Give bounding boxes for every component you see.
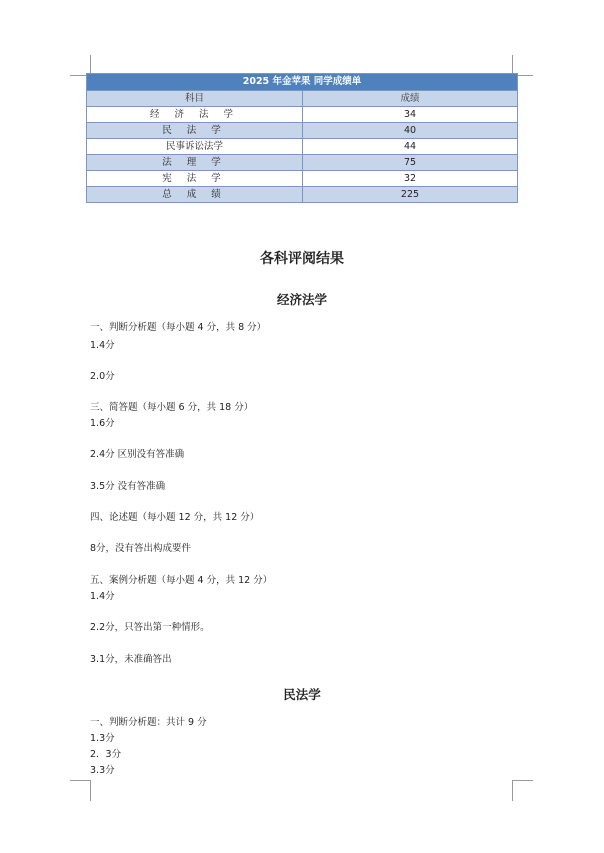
question-type-line: 一、判断分析题：共计 9 分	[90, 717, 207, 728]
subject-cell: 宪 法 学	[87, 171, 303, 187]
score-line: 2.0分	[90, 371, 115, 382]
score-line: 3.1分，未准确答出	[90, 654, 172, 665]
question-type-line: 五、案例分析题（每小题 4 分，共 12 分）	[90, 575, 273, 586]
score-line: 8分，没有答出构成要件	[90, 543, 192, 554]
score-line: 2.2分，只答出第一种情形。	[90, 622, 210, 633]
table-row	[87, 155, 518, 171]
page-corner-mark	[512, 780, 533, 801]
subject-cell: 民事诉讼法学	[87, 139, 303, 155]
table-row	[87, 123, 518, 139]
section-heading-civil-law: 民法学	[283, 687, 321, 702]
score-line: 2.4分 区别没有答准确	[90, 449, 185, 460]
score-line: 1.3分	[90, 733, 115, 744]
score-cell: 34	[303, 107, 518, 123]
table-row-total	[87, 187, 518, 203]
score-line: 3.3分	[90, 765, 115, 776]
question-type-line: 四、论述题（每小题 12 分，共 12 分）	[90, 512, 260, 523]
score-cell: 32	[303, 171, 518, 187]
page-title: 各科评阅结果	[260, 251, 344, 267]
subject-cell: 法 理 学	[87, 155, 303, 171]
column-header-subject: 科目	[87, 91, 303, 107]
score-line: 2．3分	[90, 749, 122, 760]
score-cell: 225	[303, 187, 518, 203]
table-title-row	[87, 74, 518, 91]
question-type-line: 三、简答题（每小题 6 分，共 18 分）	[90, 402, 254, 413]
question-type-line: 一、判断分析题（每小题 4 分，共 8 分）	[90, 322, 267, 333]
subject-cell: 民 法 学	[87, 123, 303, 139]
subject-cell: 经 济 法 学	[87, 107, 303, 123]
score-line: 1.4分	[90, 340, 115, 351]
table-row	[87, 139, 518, 155]
column-header-score: 成绩	[303, 91, 518, 107]
score-cell: 75	[303, 155, 518, 171]
page-corner-mark	[70, 780, 91, 801]
table-row	[87, 107, 518, 123]
score-table	[86, 73, 518, 203]
score-line: 1.6分	[90, 418, 115, 429]
section-heading-economic-law: 经济法学	[276, 292, 327, 307]
score-cell: 40	[303, 123, 518, 139]
table-row	[87, 171, 518, 187]
table-title: 2025 年金苹果 同学成绩单	[87, 74, 518, 91]
score-line: 3.5分 没有答准确	[90, 481, 166, 492]
subject-cell: 总 成 绩	[87, 187, 303, 203]
score-cell: 44	[303, 139, 518, 155]
table-header-row	[87, 91, 518, 107]
score-line: 1.4分	[90, 591, 115, 602]
